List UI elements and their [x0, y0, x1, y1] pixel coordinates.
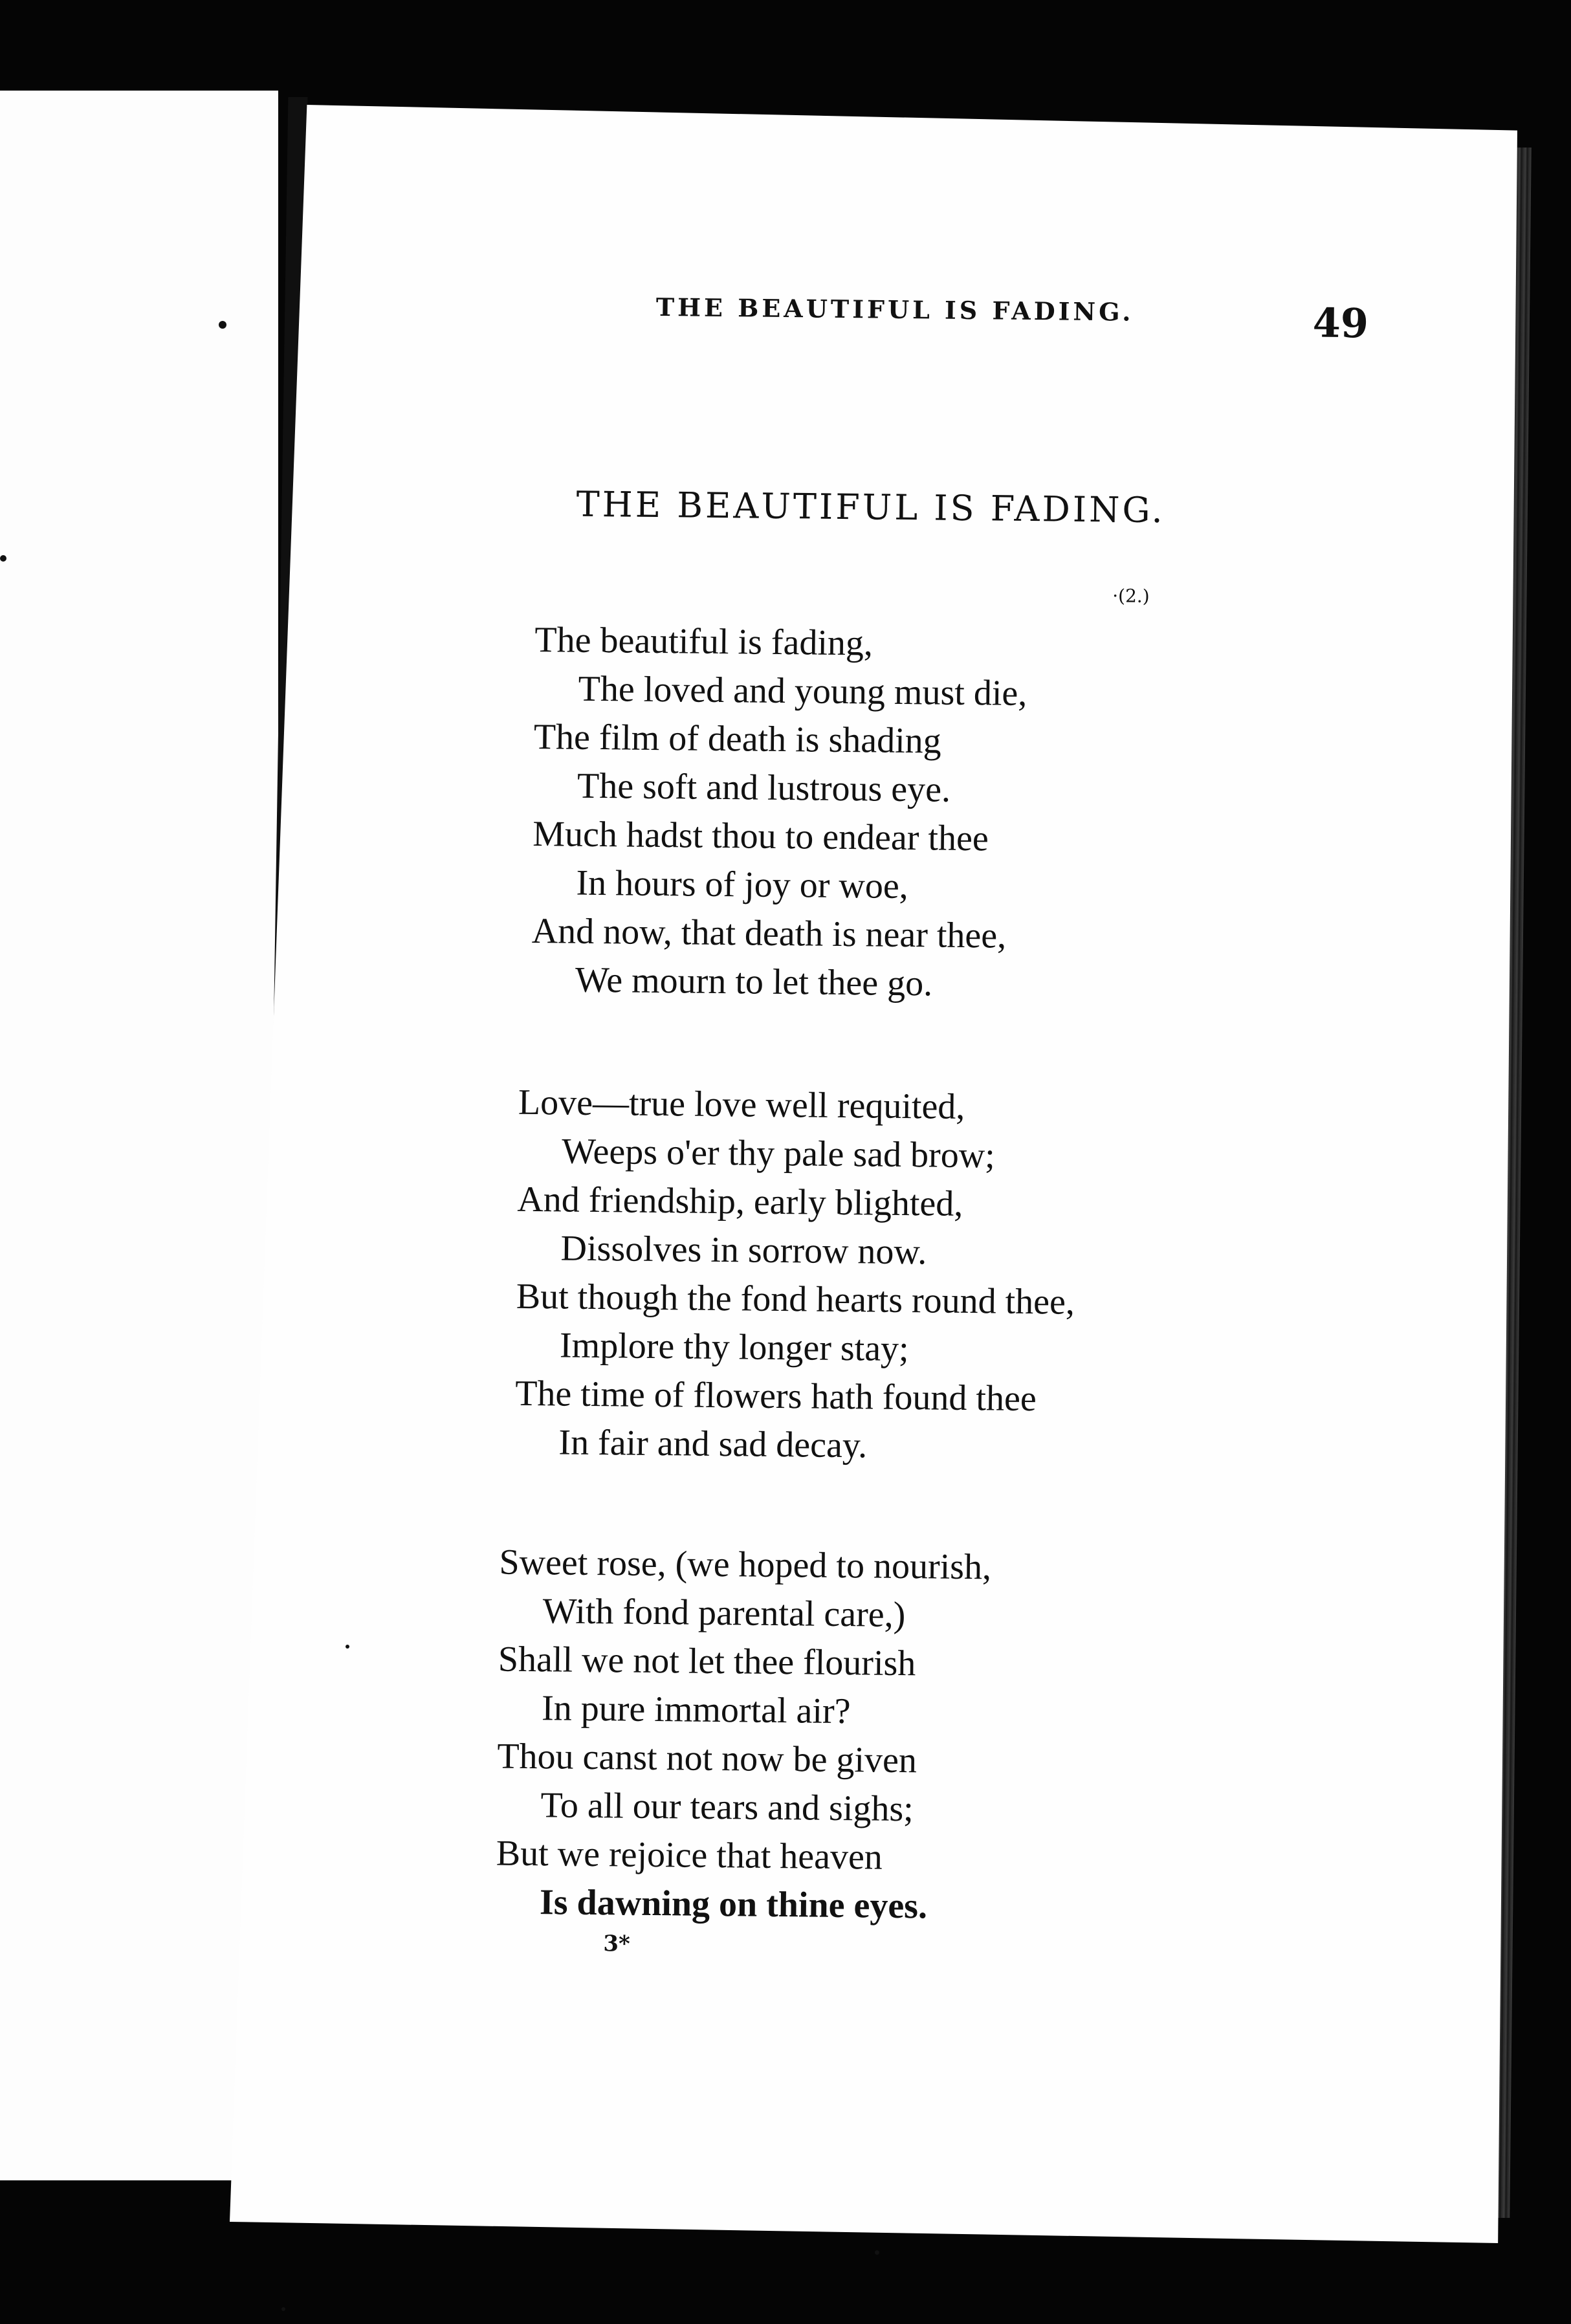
- dust-speck: [0, 555, 6, 562]
- poem-line: The beautiful is fading,: [534, 619, 873, 664]
- poem-line: The loved and young must die,: [578, 668, 1027, 714]
- stanza-2: [514, 1079, 1077, 1473]
- stanza-3: [496, 1539, 992, 1932]
- poem-line: The soft and lustrous eye.: [577, 765, 951, 810]
- poem-line: Shall we not let thee flourish: [498, 1639, 916, 1684]
- running-head: THE BEAUTIFUL IS FADING.: [655, 292, 1134, 327]
- poem-line: And now, that death is near thee,: [531, 910, 1007, 956]
- poem-number: ·(2.): [1112, 585, 1150, 607]
- poem-line: In hours of joy or woe,: [576, 862, 909, 907]
- poem-line: Weeps o'er thy pale sad brow;: [561, 1131, 996, 1176]
- poem-line: Love—true love well requited,: [518, 1082, 965, 1127]
- poem-line: The time of flowers hath found thee: [514, 1373, 1037, 1420]
- poem-line: But though the fond hearts round thee,: [516, 1276, 1075, 1322]
- page-number: 49: [1312, 299, 1369, 347]
- poem-line: We mourn to let thee go.: [575, 959, 933, 1004]
- poem-line: To all our tears and sighs;: [540, 1785, 914, 1830]
- poem-line: And friendship, early blighted,: [517, 1179, 963, 1224]
- poem-line: With fond parental care,): [542, 1591, 906, 1636]
- poem-line: The film of death is shading: [533, 716, 942, 762]
- poem-line: Thou canst not now be given: [497, 1736, 917, 1781]
- poem-line: In fair and sad decay.: [558, 1422, 868, 1466]
- poem-line: Is dawning on thine eyes.: [539, 1882, 928, 1927]
- poem-title: THE BEAUTIFUL IS FADING.: [576, 483, 1166, 531]
- poem-line: But we rejoice that heaven: [496, 1833, 883, 1878]
- poem-line: Implore thy longer stay;: [559, 1325, 910, 1370]
- signature-mark: 3*: [603, 1931, 631, 1957]
- poem-line: Sweet rose, (we hoped to nourish,: [499, 1542, 992, 1588]
- poem-line: Dissolves in sorrow now.: [560, 1228, 927, 1273]
- poem-line: In pure immortal air?: [541, 1688, 851, 1732]
- poem-line: Much hadst thou to endear thee: [533, 813, 989, 859]
- stanza-1: [531, 616, 1028, 1009]
